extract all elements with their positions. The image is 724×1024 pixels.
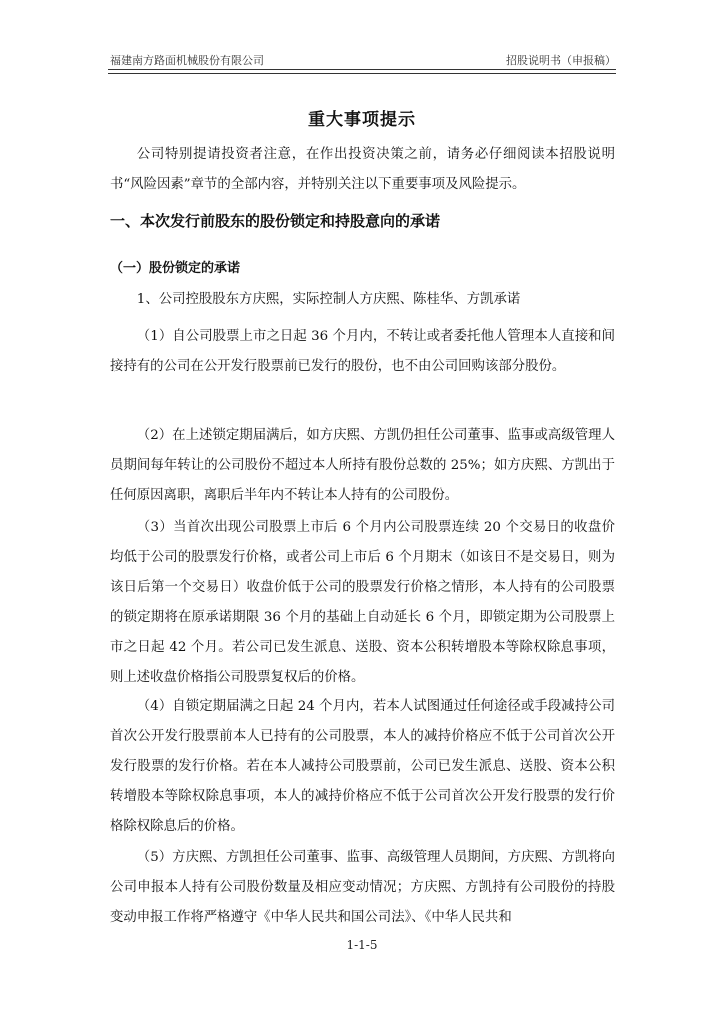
paragraph-block <box>110 843 615 933</box>
paragraph: （2）在上述锁定期届满后，如方庆熙、方凯仍担任公司董事、监事或高级管理人员期间每年转让的公司股份不超过本人所持有股份总数的 25%；如方庆熙、方凯出于任何原因离职，离职后半年内不转让本人持有的公司股份。 <box>110 428 615 503</box>
header-document-type: 招股说明书（申报稿） <box>506 54 616 67</box>
intro-block <box>110 140 615 200</box>
paragraph-block <box>110 513 615 693</box>
intro-paragraph: 公司特别提请投资者注意，在作出投资决策之前，请务必仔细阅读本招股说明书“风险因素”章节的全部内容，并特别关注以下重要事项及风险提示。 <box>110 147 615 192</box>
page-number: 1-1-5 <box>346 938 378 952</box>
paragraph: （5）方庆熙、方凯担任公司董事、监事、高级管理人员期间，方庆熙、方凯将向公司申报本人持有公司股份数量及相应变动情况；方庆熙、方凯持有公司股份的持股变动申报工作将严格遵守《中华人民共和国公司法》、《中华人民共和 <box>110 850 615 925</box>
paragraph-block <box>110 421 615 511</box>
paragraph-block <box>110 285 615 315</box>
paragraph: （1）自公司股票上市之日起 36 个月内，不转让或者委托他人管理本人直接和间接持有的公司在公开发行股票前已发行的股份，也不由公司回购该部分股份。 <box>110 329 615 374</box>
paragraph-block <box>110 692 615 842</box>
paragraph: （3）当首次出现公司股票上市后 6 个月内公司股票连续 20 个交易日的收盘价均低于公司的股票发行价格，或者公司上市后 6 个月期末（如该日不是交易日，则为该日后第一个交易日）收盘价低于公司的股票发行价格之情形，本人持有的公司股票的锁定期将在原承诺期限 36 个月的基础上自动延长 6 个月，即锁定期为公司股票上市之日起 42 个月。若公司已发生派息、送股、资本公积转增股本等除权除息事项，则上述收盘价格指公司股票复权后的价格。 <box>110 520 615 685</box>
page-header <box>110 52 616 68</box>
header-double-rule <box>108 69 616 74</box>
paragraph: （4）自锁定期届满之日起 24 个月内，若本人试图通过任何途径或手段减持公司首次公开发行股票前本人已持有的公司股票，本人的减持价格应不低于公司首次公开发行股票的发行价格。若在本人减持公司股票前，公司已发生派息、送股、资本公积转增股本等除权除息事项，本人的减持价格应不低于公司首次公开发行股票的发行价格除权除息后的价格。 <box>110 699 615 834</box>
paragraph-block <box>110 322 615 382</box>
section-heading: 一、本次发行前股东的股份锁定和持股意向的承诺 <box>110 212 441 230</box>
paragraph: 1、公司控股股东方庆熙，实际控制人方庆熙、陈桂华、方凯承诺 <box>136 292 521 307</box>
page-title: 重大事项提示 <box>308 110 416 130</box>
subsection-heading: （一）股份锁定的承诺 <box>110 261 241 276</box>
header-company-name: 福建南方路面机械股份有限公司 <box>110 54 264 67</box>
